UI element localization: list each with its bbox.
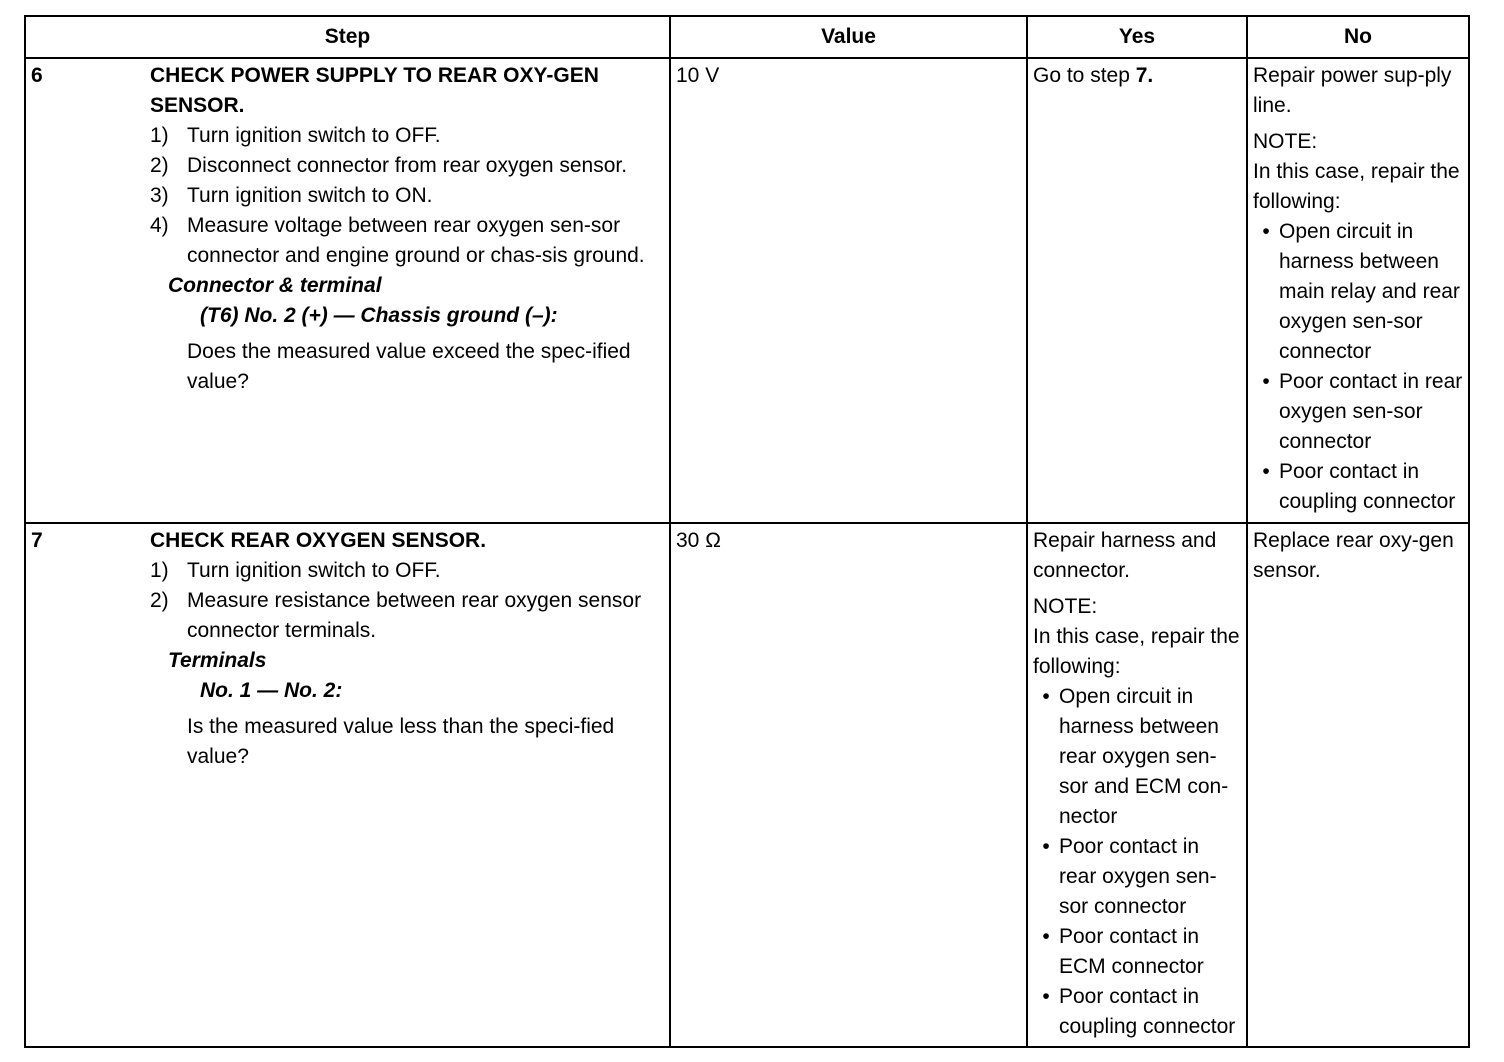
header-step: Step — [25, 16, 670, 58]
value-cell: 10 V — [670, 58, 1027, 523]
procedure-item: 2) Disconnect connector from rear oxygen sensor. — [150, 154, 628, 177]
step-question: Is the measured value less than the speci-fied value? — [187, 715, 615, 768]
procedure-item: 1) Turn ignition switch to OFF. — [150, 124, 441, 147]
list-item: • Poor contact in rear oxygen sen-sor connector — [1033, 832, 1242, 922]
yes-text: Go to step — [1033, 64, 1136, 87]
step-title: CHECK REAR OXYGEN SENSOR. — [150, 529, 487, 552]
bullet-list — [1033, 682, 1242, 1042]
value-cell: 30 Ω — [670, 523, 1027, 1047]
step-number: 7 — [31, 529, 43, 552]
procedure-item: 3) Turn ignition switch to ON. — [150, 184, 433, 207]
bullet-list — [1253, 217, 1464, 517]
spec-terminal: (T6) No. 2 (+) — Chassis ground (–): — [200, 304, 558, 327]
list-item: • Poor contact in coupling connector — [1033, 982, 1242, 1042]
no-text: Repair power sup-ply line. — [1253, 64, 1452, 117]
step-cell — [25, 58, 670, 523]
table-row-step-6 — [25, 58, 1469, 523]
list-item: • Poor contact in rear oxygen sen-sor connector — [1253, 367, 1464, 457]
no-cell — [1247, 523, 1469, 1047]
procedure-list — [150, 121, 665, 271]
list-item: • Open circuit in harness between main relay and rear oxygen sen-sor connector — [1253, 217, 1464, 367]
yes-cell — [1027, 58, 1247, 523]
procedure-item: 2) Measure resistance between rear oxygen sensor connector terminals. — [150, 589, 642, 642]
bullet-icon: • — [1262, 460, 1270, 483]
list-item: • Poor contact in coupling connector — [1253, 457, 1464, 517]
bullet-icon: • — [1262, 370, 1270, 393]
spec-label: Connector & terminal — [168, 274, 382, 297]
note-intro: In this case, repair the following: — [1033, 625, 1240, 678]
note-label: NOTE: — [1033, 595, 1098, 618]
spec-terminal: No. 1 — No. 2: — [200, 679, 343, 702]
yes-step-ref: 7. — [1135, 64, 1154, 87]
no-cell — [1247, 58, 1469, 523]
header-no: No — [1247, 16, 1469, 58]
bullet-icon: • — [1262, 220, 1270, 243]
bullet-icon: • — [1042, 925, 1050, 948]
step-question: Does the measured value exceed the spec-ified value? — [187, 340, 631, 393]
list-item: • Poor contact in ECM connector — [1033, 922, 1242, 982]
spec-label: Terminals — [168, 649, 267, 672]
table-row-step-7 — [25, 523, 1469, 1047]
note-label: NOTE: — [1253, 130, 1318, 153]
procedure-item: 1) Turn ignition switch to OFF. — [150, 559, 441, 582]
note-intro: In this case, repair the following: — [1253, 160, 1460, 213]
yes-text: Repair harness and connector. — [1033, 529, 1217, 582]
no-text: Replace rear oxy-gen sensor. — [1253, 529, 1454, 582]
header-yes: Yes — [1027, 16, 1247, 58]
diagnostic-table — [24, 15, 1470, 1048]
step-title: CHECK POWER SUPPLY TO REAR OXY-GEN SENSOR. — [150, 64, 599, 117]
step-number: 6 — [31, 64, 43, 87]
list-item: • Open circuit in harness between rear oxygen sen-sor and ECM con-nector — [1033, 682, 1242, 832]
header-row — [25, 16, 1469, 58]
bullet-icon: • — [1042, 685, 1050, 708]
procedure-item: 4) Measure voltage between rear oxygen sen-sor connector and engine ground or chas-sis ground. — [150, 214, 645, 267]
step-cell — [25, 523, 670, 1047]
bullet-icon: • — [1042, 985, 1050, 1008]
bullet-icon: • — [1042, 835, 1050, 858]
header-value: Value — [670, 16, 1027, 58]
yes-cell — [1027, 523, 1247, 1047]
procedure-list — [150, 556, 665, 646]
